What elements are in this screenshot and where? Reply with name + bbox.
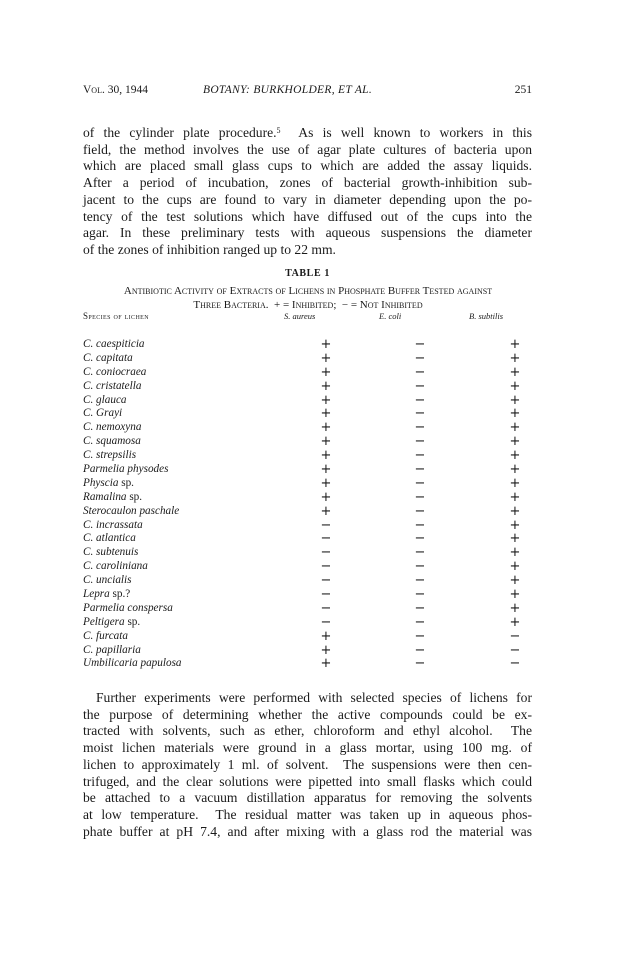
species-italic: Lepra — [83, 588, 110, 601]
species-name — [83, 394, 127, 408]
e-coli-result: − — [414, 545, 426, 561]
species-name — [83, 366, 146, 380]
running-header — [83, 84, 532, 100]
table-row — [83, 477, 543, 491]
b-subtilis-result: + — [509, 337, 521, 352]
s-aureus-result: + — [320, 406, 332, 422]
e-coli-result: − — [414, 448, 426, 464]
e-coli-result: − — [414, 600, 426, 616]
table-row — [83, 657, 543, 671]
paragraph-line: the purpose of determining whether the active compounds could be ex- — [83, 706, 532, 722]
b-subtilis-result: + — [509, 559, 521, 575]
e-coli-result: − — [414, 573, 426, 589]
table-row — [83, 338, 543, 352]
page-number: 251 — [514, 84, 532, 96]
paragraph-line: at low temperature. The residual matter was taken up in aqueous phos- — [83, 806, 532, 822]
species-name — [83, 588, 130, 602]
s-aureus-result: − — [320, 614, 332, 630]
e-coli-result: − — [414, 337, 426, 352]
s-aureus-result: + — [320, 392, 332, 408]
s-aureus-result: + — [320, 475, 332, 491]
species-italic: C. coniocraea — [83, 365, 147, 378]
b-subtilis-result: + — [509, 448, 521, 464]
b-subtilis-result: + — [509, 420, 521, 436]
species-name — [83, 435, 141, 449]
species-name — [83, 491, 142, 505]
species-name — [83, 338, 145, 352]
e-coli-result: − — [414, 559, 426, 575]
table-row — [83, 421, 543, 435]
species-italic: C. strepsilis — [83, 449, 137, 462]
s-aureus-result: − — [320, 573, 332, 589]
column-header-b-subtilis: B. subtilis — [469, 311, 504, 321]
e-coli-result: − — [414, 475, 426, 491]
column-header-e-coli: E. coli — [379, 311, 402, 321]
volume-label: Vol. 30, 1944 — [83, 84, 148, 96]
species-italic: Sterocaulon paschale — [83, 504, 180, 517]
species-italic: C. caespiticia — [83, 338, 145, 350]
running-title: BOTANY: BURKHOLDER, ET AL. — [203, 84, 373, 96]
table-body — [83, 338, 543, 671]
s-aureus-result: − — [320, 587, 332, 603]
species-italic: C. cristatella — [83, 379, 142, 392]
species-suffix: sp. — [126, 490, 143, 503]
b-subtilis-result: + — [509, 531, 521, 547]
e-coli-result: − — [414, 531, 426, 547]
species-italic: Parmelia physodes — [83, 463, 169, 476]
species-name — [83, 519, 143, 533]
footnote-ref[interactable]: 5 — [276, 126, 281, 135]
line-text: As is well known to workers in this — [280, 125, 532, 140]
paragraph-line: tency of the test solutions which have diffused out of the cups into the — [83, 208, 532, 224]
e-coli-result: − — [414, 378, 426, 394]
b-subtilis-result: + — [509, 462, 521, 478]
paragraph-cylinder-plate — [83, 123, 532, 259]
species-italic: C. capitata — [83, 351, 133, 364]
paragraph-solvent-extraction — [83, 690, 532, 840]
species-italic: C. caroliniana — [83, 560, 148, 573]
species-name — [83, 407, 122, 421]
species-italic: Ramalina — [83, 490, 127, 503]
s-aureus-result: + — [320, 462, 332, 478]
e-coli-result: − — [414, 434, 426, 450]
b-subtilis-result: + — [509, 378, 521, 394]
species-italic: C. furcata — [83, 629, 128, 642]
paragraph-line: phate buffer at pH 7.4, and after mixing with a glass rod the material was — [83, 823, 532, 839]
s-aureus-result: − — [320, 559, 332, 575]
e-coli-result: − — [414, 350, 426, 366]
line-text: of the cylinder plate procedure. — [83, 125, 277, 140]
species-name — [83, 532, 136, 546]
table-row — [83, 491, 543, 505]
table-row — [83, 505, 543, 519]
b-subtilis-result: + — [509, 600, 521, 616]
table-row — [83, 394, 543, 408]
species-italic: C. subtenuis — [83, 546, 139, 559]
column-header-species: Species of lichen — [83, 311, 149, 321]
e-coli-result: − — [414, 614, 426, 630]
species-name — [83, 449, 136, 463]
species-suffix: sp. — [118, 476, 134, 489]
b-subtilis-result: + — [509, 545, 521, 561]
s-aureus-result: + — [320, 656, 332, 672]
species-name — [83, 630, 128, 644]
species-italic: C. incrassata — [83, 518, 143, 531]
e-coli-result: − — [414, 420, 426, 436]
e-coli-result: − — [414, 392, 426, 408]
species-name — [83, 505, 179, 519]
table-row — [83, 449, 543, 463]
e-coli-result: − — [414, 406, 426, 422]
paragraph-line: be attached to a vacuum distillation apparatus for removing the solvents — [83, 790, 532, 806]
b-subtilis-result: + — [509, 587, 521, 603]
table-caption — [78, 284, 538, 312]
paragraph-line: moist lichen materials were ground in a glass mortar, using 100 mg. of — [83, 740, 532, 756]
species-italic: C. Grayi — [83, 407, 123, 420]
b-subtilis-result: + — [509, 434, 521, 450]
species-name — [83, 380, 141, 394]
species-name — [83, 644, 141, 658]
s-aureus-result: + — [320, 489, 332, 505]
paragraph-line: After a period of incubation, zones of bacterial growth-inhibition sub- — [83, 175, 532, 191]
table-row — [83, 380, 543, 394]
b-subtilis-result: + — [509, 573, 521, 589]
paragraph-line: trifuged, and the clear solutions were pipetted into small flasks which could — [83, 773, 532, 789]
table-row — [83, 574, 543, 588]
table-row — [83, 366, 543, 380]
e-coli-result: − — [414, 628, 426, 644]
paragraph-line: jacent to the cups are found to vary in diameter depending upon the po- — [83, 191, 532, 207]
table-row — [83, 435, 543, 449]
b-subtilis-result: + — [509, 489, 521, 505]
b-subtilis-result: − — [509, 642, 521, 658]
species-italic: C. squamosa — [83, 435, 141, 448]
species-italic: Umbilicaria papulosa — [83, 657, 182, 670]
table-row — [83, 407, 543, 421]
table-row — [83, 630, 543, 644]
s-aureus-result: − — [320, 545, 332, 561]
column-header-s-aureus: S. aureus — [284, 311, 316, 321]
species-suffix: sp. — [124, 615, 141, 628]
paragraph-line: agar. In these preliminary tests with aqueous suspensions the diameter — [83, 225, 532, 241]
species-italic: Parmelia conspersa — [83, 601, 173, 614]
s-aureus-result: + — [320, 434, 332, 450]
b-subtilis-result: + — [509, 406, 521, 422]
e-coli-result: − — [414, 587, 426, 603]
b-subtilis-result: + — [509, 503, 521, 519]
b-subtilis-result: + — [509, 350, 521, 366]
caption-line: Antibiotic Activity of Extracts of Lichens in Phosphate Buffer Tested against — [123, 285, 493, 297]
species-name — [83, 546, 138, 560]
s-aureus-result: + — [320, 364, 332, 380]
e-coli-result: − — [414, 503, 426, 519]
b-subtilis-result: + — [509, 475, 521, 491]
species-name — [83, 421, 141, 435]
species-name — [83, 463, 168, 477]
table-row — [83, 602, 543, 616]
table-row — [83, 644, 543, 658]
table-row — [83, 546, 543, 560]
s-aureus-result: − — [320, 531, 332, 547]
paragraph-line: lichen to approximately 1 ml. of solvent. The suspensions were then cen- — [83, 756, 532, 772]
e-coli-result: − — [414, 364, 426, 380]
paragraph-line: field, the method involves the use of agar plate cultures of bacteria upon — [83, 141, 532, 157]
e-coli-result: − — [414, 517, 426, 533]
table-row — [83, 560, 543, 574]
species-italic: C. nemoxyna — [83, 421, 142, 434]
s-aureus-result: + — [320, 350, 332, 366]
paragraph-line — [83, 123, 532, 142]
caption-line: Three Bacteria. + = Inhibited; − = Not Inhibited — [193, 299, 423, 311]
b-subtilis-result: + — [509, 517, 521, 533]
b-subtilis-result: − — [509, 628, 521, 644]
b-subtilis-result: − — [509, 656, 521, 672]
s-aureus-result: + — [320, 448, 332, 464]
s-aureus-result: − — [320, 517, 332, 533]
species-name — [83, 560, 148, 574]
paragraph-line: of the zones of inhibition ranged up to 22 mm. — [83, 241, 336, 257]
species-italic: C. glauca — [83, 393, 127, 406]
species-suffix: sp.? — [109, 588, 131, 601]
species-name — [83, 657, 182, 671]
table-row — [83, 519, 543, 533]
s-aureus-result: − — [320, 600, 332, 616]
e-coli-result: − — [414, 489, 426, 505]
b-subtilis-result: + — [509, 392, 521, 408]
species-italic: Peltigera — [83, 615, 125, 628]
species-italic: C. papillaria — [83, 643, 141, 656]
table-row — [83, 616, 543, 630]
species-name — [83, 616, 140, 630]
s-aureus-result: + — [320, 642, 332, 658]
species-italic: C. uncialis — [83, 574, 132, 587]
b-subtilis-result: + — [509, 614, 521, 630]
species-name — [83, 352, 133, 366]
e-coli-result: − — [414, 642, 426, 658]
species-italic: C. atlantica — [83, 532, 136, 545]
s-aureus-result: + — [320, 378, 332, 394]
s-aureus-result: + — [320, 503, 332, 519]
e-coli-result: − — [414, 656, 426, 672]
e-coli-result: − — [414, 462, 426, 478]
table-title: TABLE 1 — [285, 268, 330, 279]
species-name — [83, 477, 134, 491]
s-aureus-result: + — [320, 337, 332, 352]
table-row — [83, 352, 543, 366]
s-aureus-result: + — [320, 420, 332, 436]
paragraph-line: tracted with solvents, such as ether, chloroform and ethyl alcohol. The — [83, 723, 532, 739]
table-row — [83, 463, 543, 477]
paragraph-line: which are placed small glass cups to which are added the assay liquids. — [83, 158, 532, 174]
table-row — [83, 532, 543, 546]
species-name — [83, 574, 131, 588]
species-name — [83, 602, 173, 616]
table-row — [83, 588, 543, 602]
paragraph-line: Further experiments were performed with selected species of lichens for — [96, 690, 532, 705]
b-subtilis-result: + — [509, 364, 521, 380]
s-aureus-result: + — [320, 628, 332, 644]
species-italic: Physcia — [83, 476, 119, 489]
